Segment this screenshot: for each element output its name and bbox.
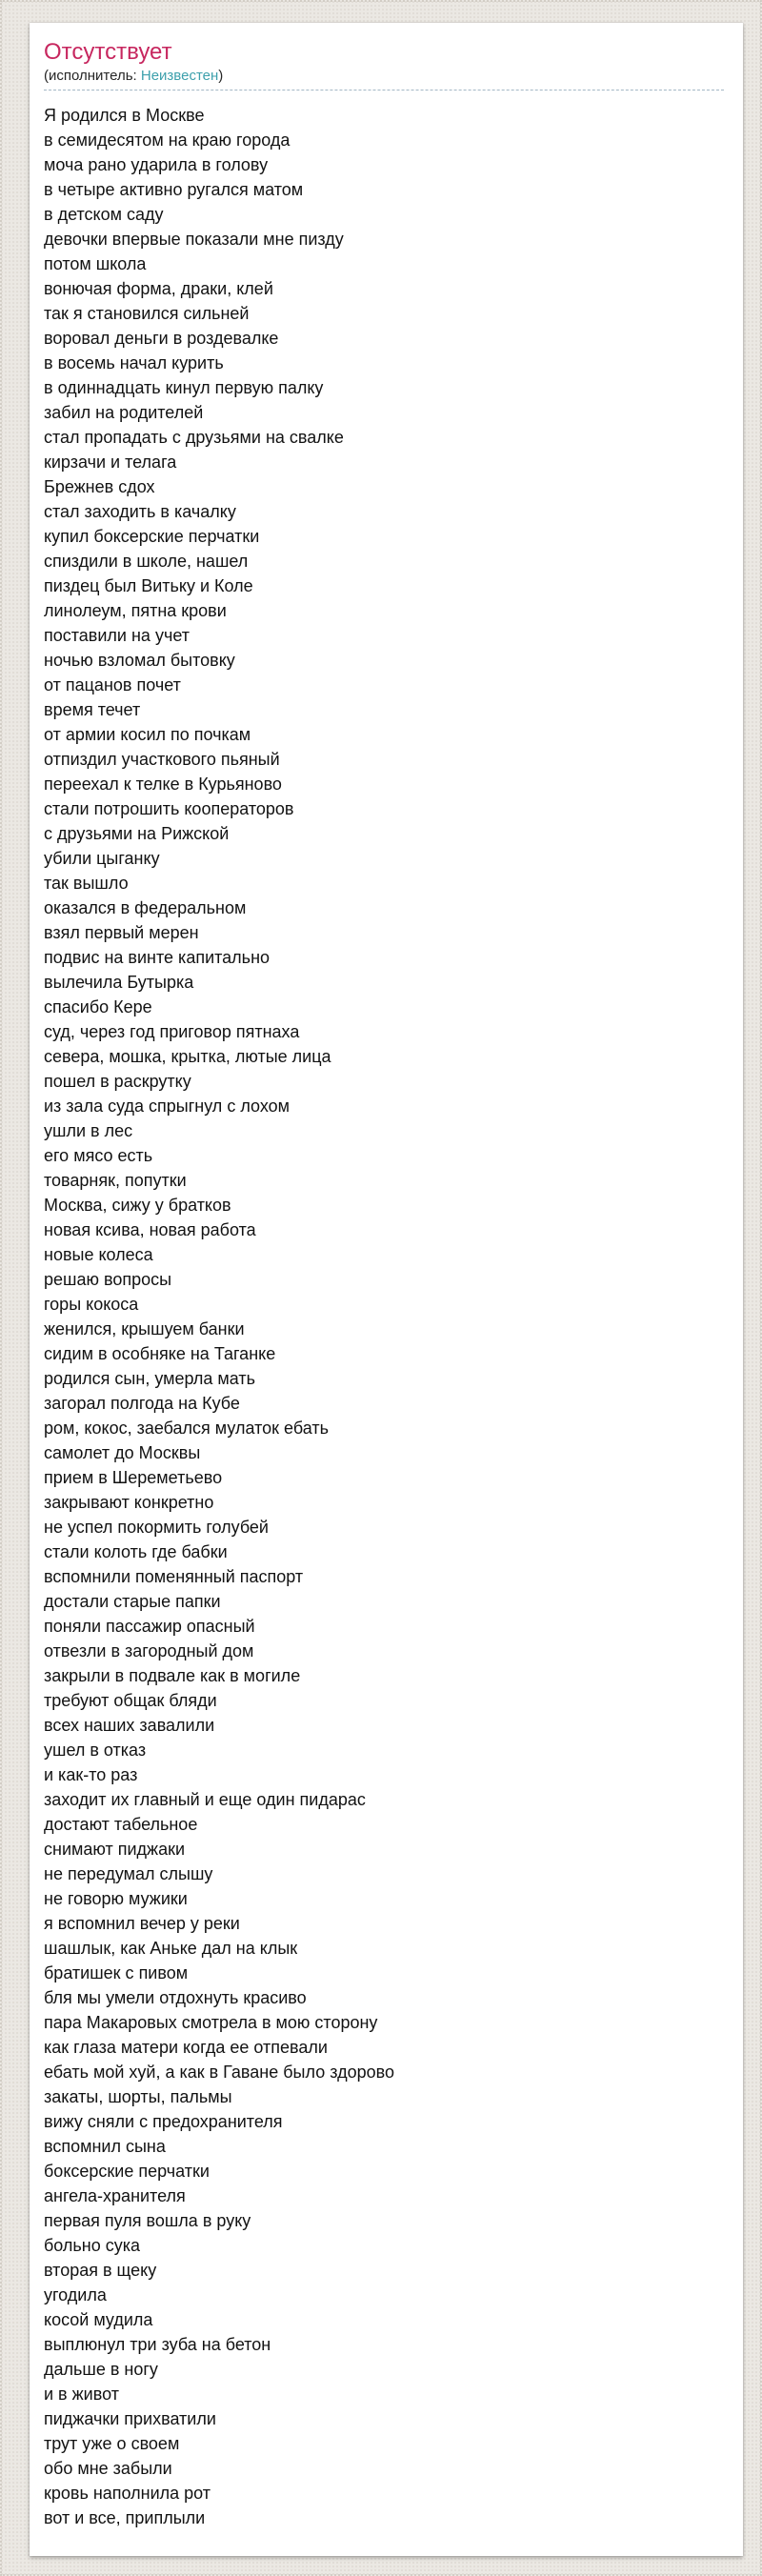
lyric-line: переехал к телке в Курьяново (44, 775, 282, 794)
lyric-line: севера, мошка, крытка, лютые лица (44, 1047, 331, 1066)
lyric-line: родился сын, умерла мать (44, 1369, 256, 1388)
lyric-line: не успел покормить голубей (44, 1518, 269, 1537)
lyric-line: отвезли в загородный дом (44, 1641, 254, 1660)
lyric-line: не говорю мужики (44, 1889, 188, 1908)
lyric-line: вспомнил сына (44, 2137, 166, 2156)
lyric-line: пиздец был Витьку и Коле (44, 576, 253, 595)
lyric-line: больно сука (44, 2236, 141, 2255)
lyric-line: вонючая форма, драки, клей (44, 279, 273, 298)
lyric-line: не передумал слышу (44, 1864, 213, 1883)
lyric-line: стал пропадать с друзьями на свалке (44, 428, 344, 447)
lyric-line: так я становился сильней (44, 304, 250, 323)
lyric-line: стал заходить в качалку (44, 502, 236, 521)
lyric-line: девочки впервые показали мне пизду (44, 230, 344, 249)
lyric-line: загорал полгода на Кубе (44, 1394, 240, 1413)
lyric-line: закрывают конкретно (44, 1493, 214, 1512)
lyric-line: сидим в особняке на Таганке (44, 1344, 276, 1363)
lyric-line: вижу сняли с предохранителя (44, 2112, 283, 2131)
lyric-line: стали потрошить кооператоров (44, 799, 294, 818)
lyric-line: линолеум, пятна крови (44, 601, 227, 620)
lyric-line: суд, через год приговор пятнаха (44, 1022, 300, 1041)
lyric-line: в четыре активно ругался матом (44, 180, 304, 199)
lyric-line: ебать мой хуй, а как в Гаване было здорово (44, 2063, 394, 2082)
lyric-line: пошел в раскрутку (44, 1072, 191, 1091)
song-title: Отсутствует (44, 39, 172, 65)
lyric-line: ангела-хранителя (44, 2186, 186, 2205)
lyric-line: самолет до Москвы (44, 1443, 201, 1462)
lyric-line: оказался в федеральном (44, 898, 247, 917)
lyric-line: заходит их главный и еще один пидарас (44, 1790, 366, 1809)
lyric-line: пиджачки прихватили (44, 2409, 216, 2428)
lyric-line: горы кокоса (44, 1295, 139, 1314)
artist-label-prefix: (исполнитель: (44, 68, 141, 84)
lyric-line: обо мне забыли (44, 2459, 172, 2478)
lyric-line: ушли в лес (44, 1121, 133, 1140)
lyric-line: всех наших завалили (44, 1716, 215, 1735)
lyric-line: требуют общак бляди (44, 1691, 217, 1710)
lyric-line: отпиздил участкового пьяный (44, 750, 280, 769)
artist-label-suffix: ) (218, 68, 224, 84)
lyric-line: из зала суда спрыгнул с лохом (44, 1097, 291, 1116)
lyric-line: вспомнили поменянный паспорт (44, 1567, 304, 1586)
lyric-line: ушел в отказ (44, 1741, 147, 1760)
lyric-line: его мясо есть (44, 1146, 153, 1165)
artist-link[interactable]: Неизвестен (140, 68, 219, 84)
artist-line (44, 67, 724, 85)
lyric-line: в семидесятом на краю города (44, 131, 291, 150)
lyric-line: ром, кокос, заебался мулаток ебать (44, 1419, 329, 1438)
lyric-line: и в живот (44, 2385, 119, 2404)
lyric-line: решаю вопросы (44, 1270, 172, 1289)
lyric-line: спасибо Кере (44, 997, 152, 1016)
lyric-line: закаты, шорты, пальмы (44, 2087, 232, 2106)
lyric-line: кровь наполнила рот (44, 2484, 211, 2503)
lyric-line: потом школа (44, 254, 147, 273)
lyric-line: Брежнев сдох (44, 477, 155, 496)
lyric-line: шашлык, как Аньке дал на клык (44, 1939, 298, 1958)
lyric-line: угодила (44, 2285, 107, 2304)
lyric-line: забил на родителей (44, 403, 204, 422)
lyric-line: выплюнул три зуба на бетон (44, 2335, 271, 2354)
lyric-line: снимают пиджаки (44, 1840, 186, 1859)
lyric-line: ночью взломал бытовку (44, 651, 235, 670)
lyric-line: дальше в ногу (44, 2360, 158, 2379)
lyric-line: прием в Шереметьево (44, 1468, 223, 1487)
lyric-line: в восемь начал курить (44, 353, 224, 372)
lyric-line: взял первый мерен (44, 923, 199, 942)
lyric-line: так вышло (44, 874, 129, 893)
lyric-line: новые колеса (44, 1245, 153, 1264)
lyric-line: от пацанов почет (44, 675, 181, 694)
lyric-line: воровал деньги в роздевалке (44, 329, 279, 348)
lyric-line: товарняк, попутки (44, 1171, 187, 1190)
lyrics-text (44, 103, 724, 2555)
lyric-line: спиздили в школе, нашел (44, 552, 249, 571)
lyric-line: бля мы умели отдохнуть красиво (44, 1988, 307, 2007)
lyric-line: моча рано ударила в голову (44, 155, 269, 174)
lyric-line: кирзачи и телага (44, 453, 177, 472)
lyric-line: убили цыганку (44, 849, 160, 868)
lyric-line: в одиннадцать кинул первую палку (44, 378, 324, 397)
lyric-line: трут уже о своем (44, 2434, 180, 2453)
lyric-line: вот и все, приплыли (44, 2508, 206, 2527)
lyric-line: вылечила Бутырка (44, 973, 194, 992)
lyric-line: подвис на винте капитально (44, 948, 271, 967)
lyric-line: поставили на учет (44, 626, 190, 645)
lyric-line: вторая в щеку (44, 2261, 157, 2280)
lyric-line: достали старые папки (44, 1592, 221, 1611)
lyric-line: достают табельное (44, 1815, 198, 1834)
lyric-line: пара Макаровых смотрела в мою сторону (44, 2013, 378, 2032)
lyric-line: новая ксива, новая работа (44, 1220, 256, 1239)
lyric-line: купил боксерские перчатки (44, 527, 260, 546)
lyric-line: стали колоть где бабки (44, 1542, 228, 1561)
lyric-line: боксерские перчатки (44, 2162, 210, 2181)
lyric-line: женился, крышуем банки (44, 1319, 245, 1338)
lyrics-card (30, 23, 743, 2556)
lyric-line: я вспомнил вечер у реки (44, 1914, 240, 1933)
lyric-line: Я родился в Москве (44, 106, 205, 125)
lyric-line: от армии косил по почкам (44, 725, 251, 744)
lyric-line: братишек с пивом (44, 1963, 189, 1982)
lyric-line: косой мудила (44, 2310, 153, 2329)
lyric-line: и как-то раз (44, 1765, 138, 1784)
lyric-line: в детском саду (44, 205, 164, 224)
lyric-line: закрыли в подвале как в могиле (44, 1666, 301, 1685)
lyric-line: как глаза матери когда ее отпевали (44, 2038, 328, 2057)
lyric-line: Москва, сижу у братков (44, 1196, 231, 1215)
lyric-line: поняли пассажир опасный (44, 1617, 255, 1636)
lyric-line: с друзьями на Рижской (44, 824, 230, 843)
lyric-line: время течет (44, 700, 141, 719)
lyric-line: первая пуля вошла в руку (44, 2211, 251, 2230)
song-header (44, 39, 724, 91)
